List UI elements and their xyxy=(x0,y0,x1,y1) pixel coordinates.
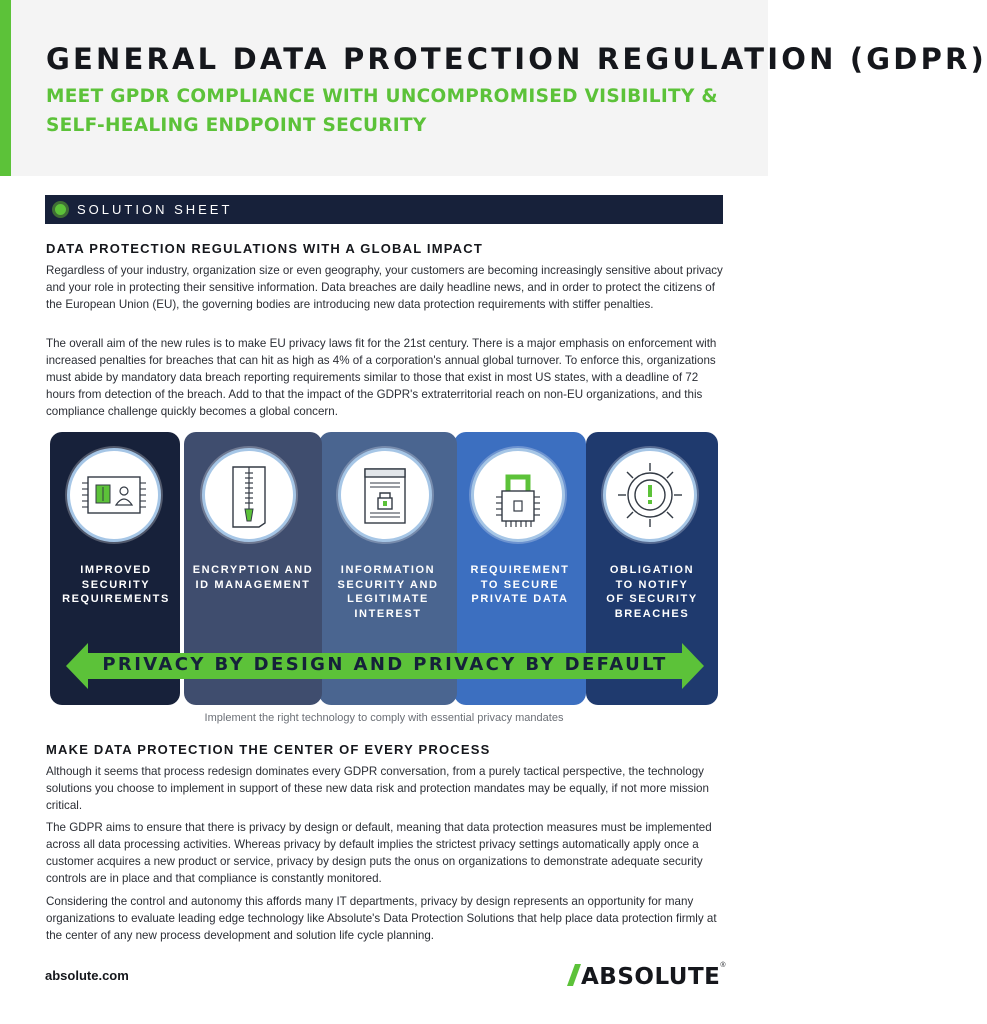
absolute-logo xyxy=(567,962,726,988)
alert-target-icon xyxy=(603,448,697,542)
website-link[interactable]: absolute.com xyxy=(45,968,129,983)
privacy-banner-text: PRIVACY BY DESIGN AND PRIVACY BY DEFAULT xyxy=(102,654,668,675)
panel-label: INFORMATION SECURITY AND LEGITIMATE INTEREST xyxy=(337,564,439,620)
page-subtitle: MEET GPDR COMPLIANCE WITH UNCOMPROMISED VISIBILITY & SELF-HEALING ENDPOINT SECURITY xyxy=(46,86,718,136)
solution-sheet-bar xyxy=(45,195,723,224)
panel-label: IMPROVED SECURITY REQUIREMENTS xyxy=(62,564,170,605)
infographic-caption: Implement the right technology to comply with essential privacy mandates xyxy=(204,712,564,724)
paragraph: The overall aim of the new rules is to make EU privacy laws fit for the 21st century. There is a major emphasis on enforcement with increased penalties for breaches that can hit as high as 4% of a corporation's annual global turnover. To enforce this, organizations must abide by mandatory data breach reporting requirements similar to those that exist in most US states, with a deadline of 72 hours from detection of the breach. Add to that the impact of the GDPR's extraterritorial reach on non-EU organizations, and this compliance challenge quickly becomes a global concern. xyxy=(46,337,717,418)
paragraph: Although it seems that process redesign dominates every GDPR conversation, from a purely tactical perspective, the technology solutions you choose to implement in support of these new data risk and protection mandates may be equally, if not more mission critical. xyxy=(46,765,709,812)
logo-trademark: ® xyxy=(720,962,726,969)
panel-label: REQUIREMENT TO SECURE PRIVATE DATA xyxy=(470,564,570,605)
green-dot-icon xyxy=(52,201,69,218)
paragraph: Regardless of your industry, organization size or even geography, your customers are becoming increasingly sensitive about privacy and your role in protecting their sensitive information. Data breaches are daily headline news, and in order to protect the citizens of the European Union (EU), the governing bodies are introducing new data protection requirements with stiffer penalties. xyxy=(46,264,723,311)
logo-slash-icon xyxy=(567,964,581,986)
zipper-document-icon xyxy=(202,448,296,542)
page-title: GENERAL DATA PROTECTION REGULATION (GDPR) xyxy=(46,42,987,76)
padlock-chip-icon xyxy=(471,448,565,542)
panel-label: ENCRYPTION AND ID MANAGEMENT xyxy=(192,564,314,591)
logo-text: ABSOLUTE xyxy=(581,964,721,990)
solution-sheet-label: SOLUTION SHEET xyxy=(77,202,233,217)
paragraph: Considering the control and autonomy this affords many IT departments, privacy by design represents an opportunity for many organizations to evaluate leading edge technology like Absolute's Data Protection Solutions that help place data protection firmly at the center of any new process development and solution life cycle planning. xyxy=(46,895,717,942)
paragraph: The GDPR aims to ensure that there is privacy by design or default, meaning that data protection measures must be implemented across all data processing activities. Whereas privacy by default implies the strictest privacy settings automatically apply once a customer acquires a new product or service, privacy by design puts the onus on organizations to demonstrate adequate security controls are in place and that compliance is constantly monitored. xyxy=(46,821,712,885)
header-accent-bar xyxy=(0,0,11,176)
locked-document-icon xyxy=(338,448,432,542)
panel-label: OBLIGATION TO NOTIFY OF SECURITY BREACHES xyxy=(606,564,698,620)
section-heading-global-impact: DATA PROTECTION REGULATIONS WITH A GLOBAL IMPACT xyxy=(46,241,483,256)
page-header xyxy=(0,0,987,176)
privacy-banner-arrow xyxy=(66,643,704,689)
section-heading-center-of-process: MAKE DATA PROTECTION THE CENTER OF EVERY PROCESS xyxy=(46,742,491,757)
security-board-icon xyxy=(67,448,161,542)
